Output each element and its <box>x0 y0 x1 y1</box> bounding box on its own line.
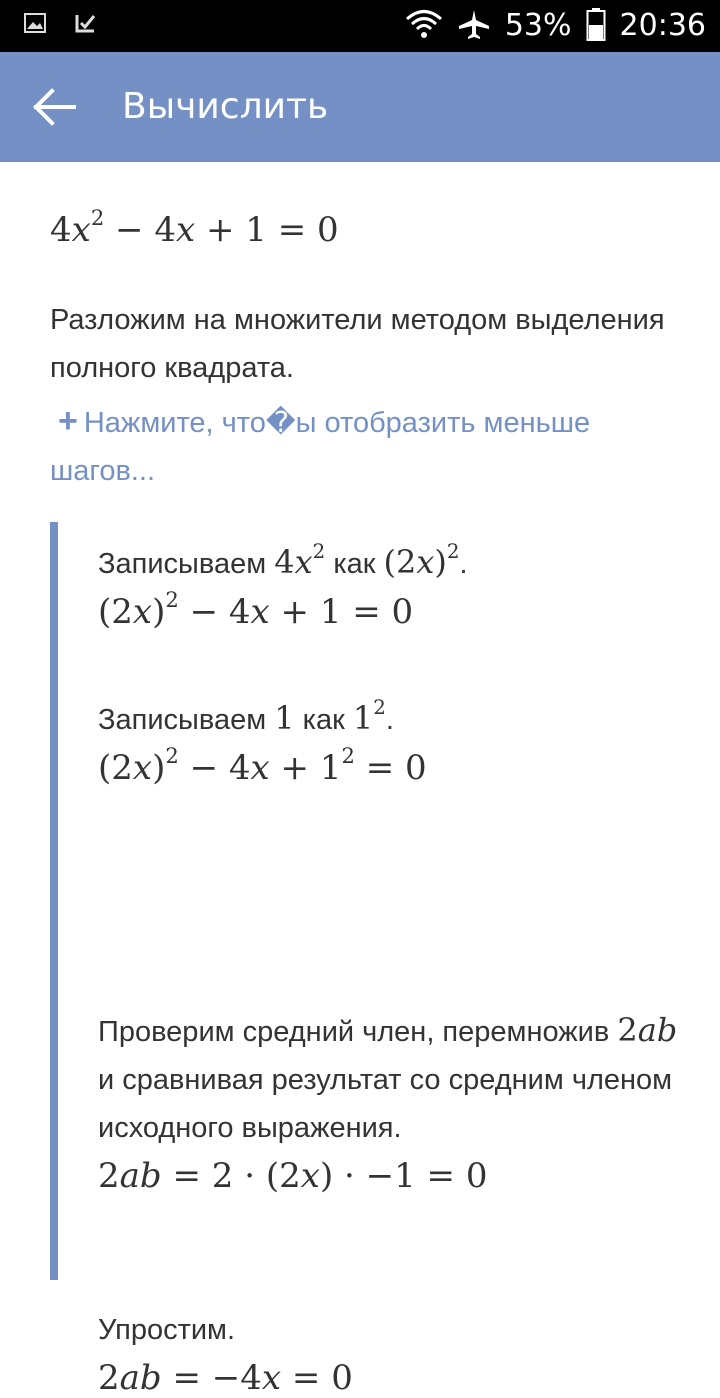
app-bar <box>0 52 720 162</box>
step-2-equation: $(2x)^2 - 4x + 1^2 = 0$ <box>98 743 427 788</box>
solution-content <box>0 162 720 1398</box>
check-icon <box>74 12 98 39</box>
step-1-text: Записываем $4x^2$ как $(2x)^2$. <box>98 540 468 581</box>
step-2 <box>98 694 698 788</box>
step-3-equation: 2ab = 2 · (2x) · −1 = 0 <box>98 1156 488 1196</box>
step-2-suffix: . <box>385 704 394 736</box>
back-arrow-icon <box>30 116 78 133</box>
status-bar <box>0 0 720 52</box>
airplane-icon <box>457 8 491 45</box>
step-3-text: Проверим средний член, перемножив 2ab и сравнивая результат со средним членом исходного выражения. <box>98 1011 678 1144</box>
battery-icon <box>586 7 606 46</box>
step-3 <box>98 1006 698 1196</box>
clock: 20:36 <box>619 8 706 43</box>
step-2-mid: как <box>302 704 345 736</box>
step-2-prefix: Записываем <box>98 704 267 736</box>
page-title: Вычислить <box>122 86 329 127</box>
step-4-equation: 2ab = −4x = 0 <box>98 1358 353 1398</box>
back-button[interactable] <box>30 85 78 129</box>
step-1-equation: $(2x)^2 - 4x + 1 = 0$ <box>98 587 414 632</box>
step-1-suffix: . <box>459 548 468 580</box>
step-4-text: Упростим. <box>98 1314 236 1346</box>
status-left <box>24 12 98 39</box>
step-1-prefix: Записываем <box>98 548 267 580</box>
wifi-icon <box>405 8 443 45</box>
toggle-steps-link[interactable] <box>50 397 690 495</box>
step-4 <box>98 1306 698 1398</box>
step-1 <box>98 538 698 632</box>
steps-divider <box>50 522 58 1280</box>
problem-equation: $4x^2 - 4x + 1 = 0$ <box>50 205 339 250</box>
method-description: Разложим на множители методом выделения полного квадрата. <box>50 304 665 384</box>
step-1-mid: как <box>333 548 376 580</box>
step-3-prefix: Проверим средний член, перемножив <box>98 1016 610 1048</box>
toggle-steps-label: Нажмите, что�ы отобразить меньше шагов... <box>50 407 591 487</box>
status-right <box>405 6 706 46</box>
step-3-mid: и сравнивая результат со средним членом исходного выражения. <box>98 1064 673 1144</box>
step-2-text: Записываем 1 как $1^2$. <box>98 696 394 737</box>
battery-percent: 53% <box>504 8 572 43</box>
image-icon <box>24 13 46 38</box>
plus-icon: + <box>58 402 78 440</box>
